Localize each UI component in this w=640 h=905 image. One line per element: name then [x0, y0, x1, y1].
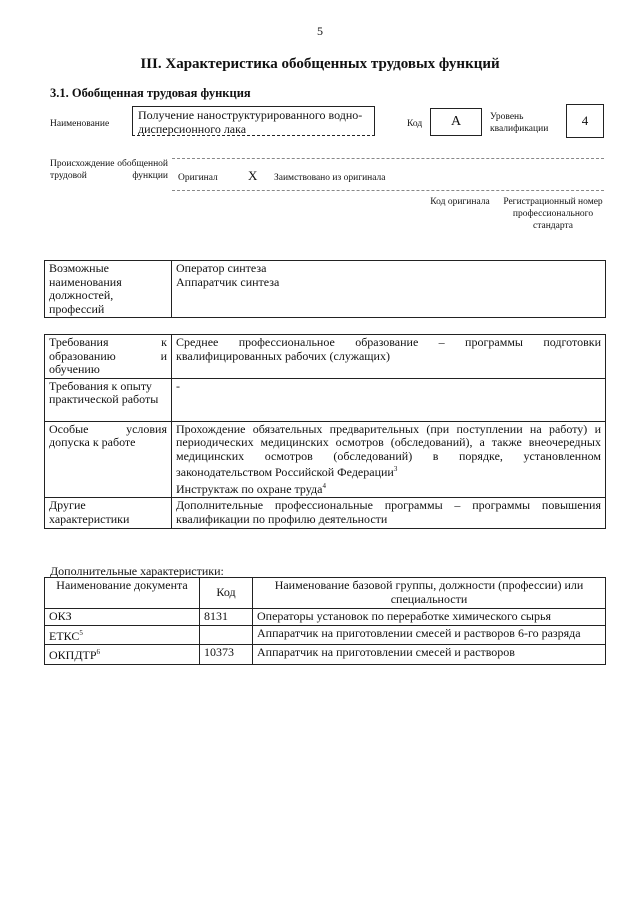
footnote-ref: 4 — [322, 481, 326, 490]
name-cell: Аппаратчик на приготовлении смесей и растворов — [253, 645, 606, 665]
position-item: Оператор синтеза — [176, 261, 267, 275]
code-label: Код — [407, 119, 423, 129]
doc-cell — [45, 645, 200, 665]
positions-table — [44, 260, 606, 318]
subsection-title: 3.1. Обобщенная трудовая функция — [50, 86, 251, 100]
name-label: Наименование — [50, 119, 110, 129]
reg-number-label: Регистрационный номер профессионального стандарта — [503, 197, 603, 231]
table-row — [45, 609, 606, 626]
section-title: III. Характеристика обобщенных трудовых функций — [140, 56, 500, 72]
footnote-ref: 6 — [96, 648, 101, 656]
position-item: Аппаратчик синтеза — [176, 274, 280, 289]
name-value: Получение наноструктурированного водно-дисперсионного лака — [138, 108, 363, 136]
code-cell: 8131 — [200, 609, 253, 626]
page-number: 5 — [317, 24, 323, 38]
table-row — [45, 645, 606, 665]
origin-label — [50, 158, 168, 182]
req-value: Среднее профессиональное образование – программы подготовки квалифицированных рабочих (служащих) — [172, 335, 606, 379]
requirements-table — [44, 334, 606, 529]
positions-label: Возможные наименования должностей, профессий — [45, 261, 172, 318]
footnote-ref: 5 — [79, 628, 83, 637]
table-row — [45, 625, 606, 645]
doc-cell — [45, 625, 200, 645]
code-cell: 10373 — [200, 645, 253, 665]
origin-top-line — [172, 158, 604, 159]
code-cell — [200, 625, 253, 645]
req-row-special — [45, 421, 606, 498]
footnote-ref: 3 — [393, 465, 398, 473]
additional-title: Дополнительные характеристики: — [50, 564, 224, 578]
req-label: Требования к опыту практической работы — [45, 378, 172, 421]
original-label: Оригинал — [178, 173, 218, 183]
name-cell: Операторы установок по переработке химического сырья — [253, 609, 606, 626]
additional-header-row — [45, 578, 606, 609]
doc-name: ЕТКС — [49, 628, 80, 643]
origin-bottom-line — [172, 190, 604, 191]
req-value: Инструктаж по охране труда — [176, 481, 323, 496]
col-header-code: Код — [200, 578, 253, 609]
req-row-other — [45, 498, 606, 529]
doc-name: ОКПДТР — [49, 648, 97, 662]
col-header-name: Наименование базовой группы, должности (профессии) или специальности — [253, 578, 606, 609]
name-value-box — [132, 106, 375, 136]
req-value-special — [172, 421, 606, 498]
borrowed-label: Заимствовано из оригинала — [274, 173, 386, 183]
positions-values — [172, 261, 606, 318]
req-label: Другие характеристики — [45, 498, 172, 529]
req-label: Особые условия допуска к работе — [45, 421, 172, 498]
doc-cell — [45, 609, 200, 626]
req-row-education — [45, 335, 606, 379]
name-cell: Аппаратчик на приготовлении смесей и растворов 6-го разряда — [253, 625, 606, 645]
positions-row — [45, 261, 606, 318]
req-label: Требования к образованию и обучению — [45, 335, 172, 379]
req-value: Дополнительные профессиональные программы – программы повышения квалификации по профилю деятельности — [172, 498, 606, 529]
req-value: - — [172, 378, 606, 421]
doc-name: ОКЗ — [49, 609, 72, 623]
col-header-doc: Наименование документа — [45, 578, 200, 609]
original-mark: X — [248, 168, 258, 183]
origin-label-text: Происхождение обобщенной трудовой функции — [50, 159, 168, 181]
req-row-experience — [45, 378, 606, 421]
additional-table — [44, 577, 606, 665]
code-original-label: Код оригинала — [430, 197, 490, 207]
level-label: Уровень квалификации — [490, 112, 549, 134]
level-value: 4 — [566, 104, 604, 138]
req-value: Прохождение обязательных предварительных (при поступлении на работу) и периодических медицинских осмотров (обследований), а также внеочередных медицинских осмотров (обследований) в порядке, установленном законодательством Российской Федерации — [176, 421, 601, 479]
code-value: A — [430, 108, 482, 136]
